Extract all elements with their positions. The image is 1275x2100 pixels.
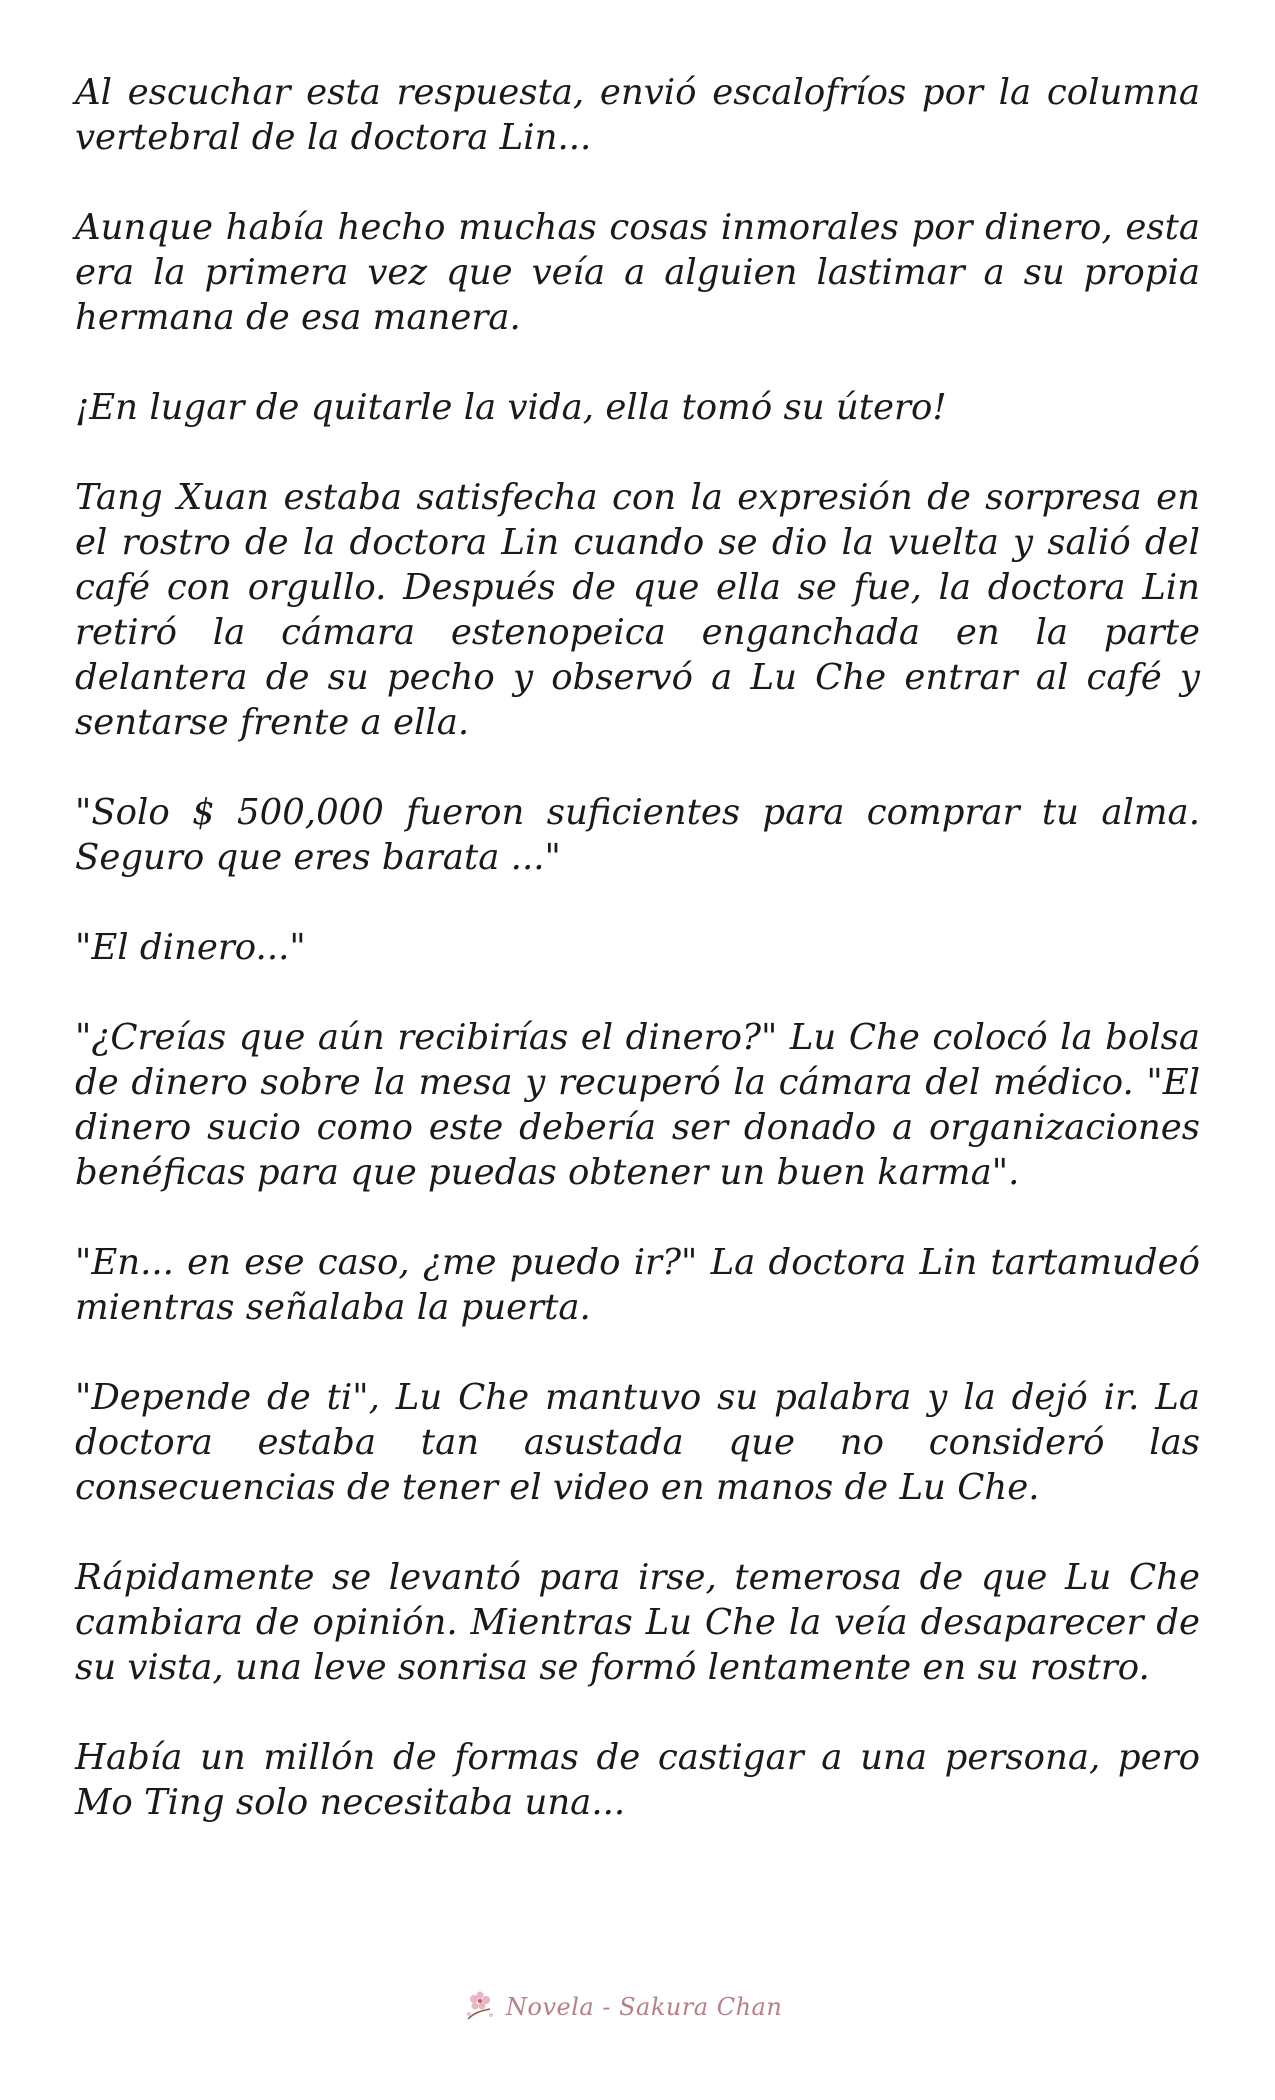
- paragraph-5: "Solo $ 500,000 fueron suficientes para comprar tu alma. Seguro que eres barata ...": [75, 792, 1200, 878]
- story-text: [75, 70, 1200, 1825]
- paragraph-11: Había un millón de formas de castigar a una persona, pero Mo Ting solo necesitaba una...: [75, 1737, 1200, 1823]
- sakura-flower-icon: [460, 1987, 500, 2027]
- paragraph-1: Al escuchar esta respuesta, envió escalofríos por la columna vertebral de la doctora Lin...: [75, 72, 1200, 158]
- paragraph-6: "El dinero...": [75, 927, 306, 968]
- paragraph-3: ¡En lugar de quitarle la vida, ella tomó su útero!: [75, 387, 947, 428]
- paragraph-4: Tang Xuan estaba satisfecha con la expresión de sorpresa en el rostro de la doctora Lin cuando se dio la vuelta y salió del café con orgullo. Después de que ella se fue, la doctora Lin retiró la cámara estenopeica enganchada en la parte delantera de su pecho y observó a Lu Che entrar al café y sentarse frente a ella.: [75, 477, 1200, 743]
- watermark: [460, 1985, 782, 2029]
- paragraph-8: "En... en ese caso, ¿me puedo ir?" La doctora Lin tartamudeó mientras señalaba la puerta.: [75, 1242, 1200, 1328]
- paragraph-7: "¿Creías que aún recibirías el dinero?" Lu Che colocó la bolsa de dinero sobre la mesa y recuperó la cámara del médico. "El dinero sucio como este debería ser donado a organizaciones benéficas para que puedas obtener un buen karma".: [75, 1017, 1200, 1193]
- paragraph-10: Rápidamente se levantó para irse, temerosa de que Lu Che cambiara de opinión. Mientras Lu Che la veía desaparecer de su vista, una leve sonrisa se formó lentamente en su rostro.: [75, 1557, 1200, 1688]
- watermark-text: Novela - Sakura Chan: [506, 1993, 783, 2021]
- paragraph-2: Aunque había hecho muchas cosas inmorales por dinero, esta era la primera vez que veía a alguien lastimar a su propia hermana de esa manera.: [75, 207, 1200, 338]
- paragraph-9: "Depende de ti", Lu Che mantuvo su palabra y la dejó ir. La doctora estaba tan asustada que no consideró las consecuencias de tener el video en manos de Lu Che.: [75, 1377, 1200, 1508]
